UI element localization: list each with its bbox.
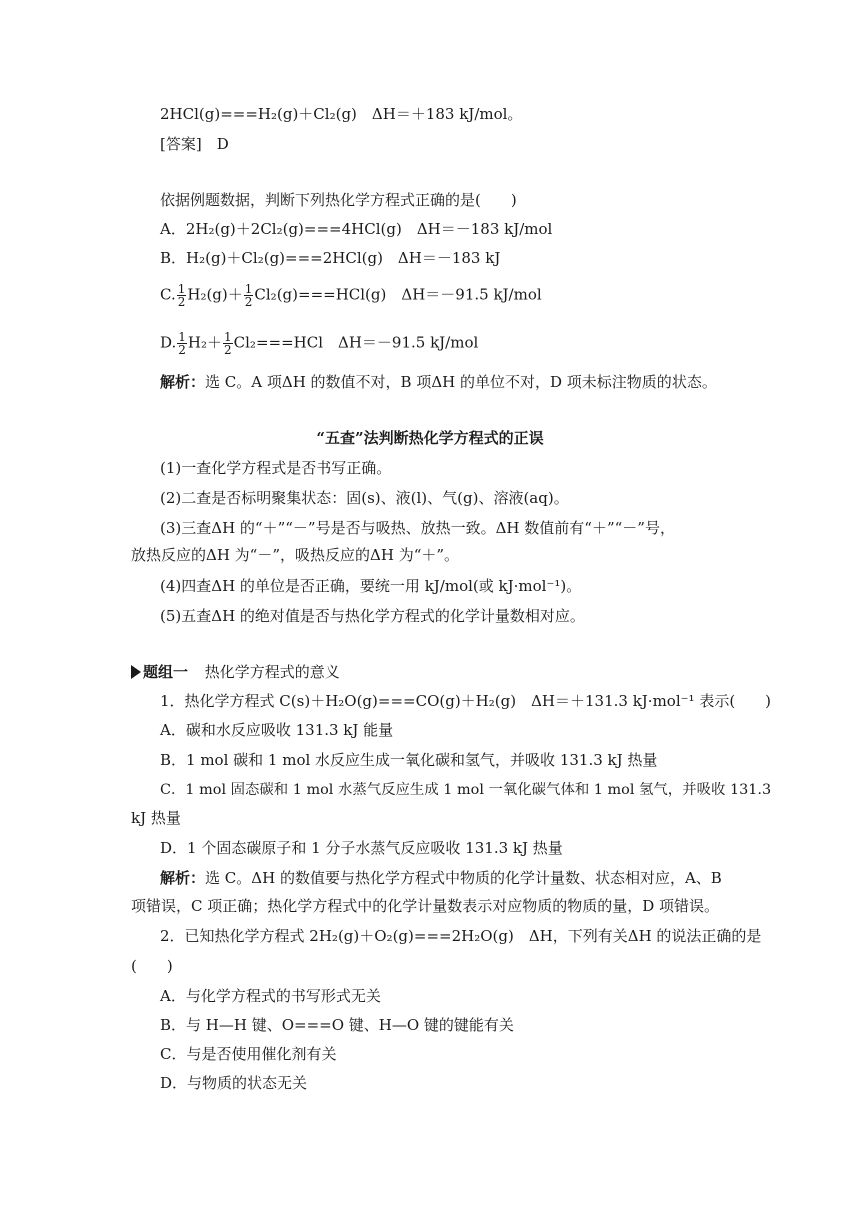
option-a: A．2H₂(g)＋2Cl₂(g)===4HCl(g) ΔH＝－183 kJ/mol bbox=[160, 220, 553, 238]
fraction-half bbox=[244, 283, 254, 308]
option-d bbox=[160, 331, 478, 356]
fraction-numerator: 1 bbox=[224, 330, 232, 344]
five-item-3-cont: 放热反应的ΔH 为“－”，吸热反应的ΔH 为“＋”。 bbox=[131, 546, 460, 564]
q1-option-c: C．1 mol 固态碳和 1 mol 水蒸气反应生成 1 mol 一氧化碳气体和 1 mol 氢气，并吸收 131.3 bbox=[160, 782, 772, 798]
five-item-3: (3)三查ΔH 的“＋”“－”号是否与吸热、放热一致。ΔH 数值前有“＋”“－”号， bbox=[160, 519, 675, 537]
q2-option-b: B．与 H—H 键、O===O 键、H—O 键的键能有关 bbox=[160, 1016, 514, 1034]
option-b: B．H₂(g)＋Cl₂(g)===2HCl(g) ΔH＝－183 kJ bbox=[160, 249, 501, 267]
analysis-label: 解析： bbox=[160, 373, 206, 391]
group-label: 题组一 bbox=[143, 663, 189, 681]
fraction-half bbox=[177, 283, 187, 308]
q1-option-a: A．碳和水反应吸收 131.3 kJ 能量 bbox=[160, 721, 394, 739]
q1-option-c-cont: kJ 热量 bbox=[131, 809, 181, 827]
option-d-mid: H₂＋ bbox=[187, 333, 223, 352]
q2-option-a: A．与化学方程式的书写形式无关 bbox=[160, 987, 381, 1005]
q1-analysis bbox=[160, 868, 722, 888]
five-item-5: (5)五查ΔH 的绝对值是否与热化学方程式的化学计量数相对应。 bbox=[160, 607, 585, 625]
fraction-denominator: 2 bbox=[224, 343, 232, 357]
option-d-prefix: D. bbox=[160, 333, 177, 352]
analysis-line bbox=[160, 372, 717, 392]
fraction-half bbox=[177, 331, 187, 356]
analysis-text: 选 C。ΔH 的数值要与热化学方程式中物质的化学计量数、状态相对应，A、B bbox=[205, 869, 722, 887]
q2-option-d: D．与物质的状态无关 bbox=[160, 1074, 308, 1092]
question-prompt: 依据例题数据，判断下列热化学方程式正确的是( ) bbox=[160, 191, 517, 209]
option-c-prefix: C. bbox=[160, 285, 176, 304]
group-heading bbox=[131, 662, 340, 682]
q2-option-c: C．与是否使用催化剂有关 bbox=[160, 1045, 337, 1063]
fraction-denominator: 2 bbox=[177, 295, 186, 309]
five-item-2: (2)二查是否标明聚集状态：固(s)、液(l)、气(g)、溶液(aq)。 bbox=[160, 489, 569, 507]
analysis-text: 选 C。A 项ΔH 的数值不对，B 项ΔH 的单位不对，D 项未标注物质的状态。 bbox=[205, 373, 717, 391]
q1-option-b: B．1 mol 碳和 1 mol 水反应生成一氧化碳和氢气，并吸收 131.3 kJ 热量 bbox=[160, 751, 658, 769]
answer-line: [答案] D bbox=[160, 135, 229, 153]
fraction-denominator: 2 bbox=[244, 295, 253, 309]
fraction-numerator: 1 bbox=[178, 330, 186, 344]
section-title: “五查”法判断热化学方程式的正误 bbox=[316, 429, 544, 447]
q2-stem-cont: ( ) bbox=[131, 957, 173, 975]
option-c-mid: H₂(g)＋ bbox=[187, 285, 243, 304]
analysis-label: 解析： bbox=[160, 869, 206, 887]
q1-option-d: D．1 个固态碳原子和 1 分子水蒸气反应吸收 131.3 kJ 热量 bbox=[160, 839, 563, 857]
fraction-half bbox=[223, 331, 233, 356]
q1-stem: 1．热化学方程式 C(s)＋H₂O(g)===CO(g)＋H₂(g) ΔH＝＋131.3 kJ·mol⁻¹ 表示( ) bbox=[160, 692, 772, 710]
five-item-4: (4)四查ΔH 的单位是否正确，要统一用 kJ/mol(或 kJ·mol⁻¹)。 bbox=[160, 577, 582, 595]
option-c-rest: Cl₂(g)===HCl(g) ΔH＝－91.5 kJ/mol bbox=[254, 285, 542, 304]
option-d-rest: Cl₂===HCl ΔH＝－91.5 kJ/mol bbox=[233, 333, 479, 352]
fraction-numerator: 1 bbox=[244, 282, 253, 296]
five-item-1: (1)一查化学方程式是否书写正确。 bbox=[160, 459, 392, 477]
fraction-denominator: 2 bbox=[178, 343, 186, 357]
option-c bbox=[160, 283, 542, 308]
q2-stem: 2．已知热化学方程式 2H₂(g)＋O₂(g)===2H₂O(g) ΔH，下列有关ΔH 的说法正确的是 bbox=[160, 927, 762, 945]
q1-analysis-cont: 项错误，C 项正确；热化学方程式中的化学计量数表示对应物质的物质的量，D 项错误。 bbox=[131, 897, 720, 915]
group-title: 热化学方程式的意义 bbox=[204, 663, 340, 681]
play-triangle-icon bbox=[131, 665, 141, 679]
fraction-numerator: 1 bbox=[177, 282, 186, 296]
equation-line: 2HCl(g)===H₂(g)＋Cl₂(g) ΔH＝＋183 kJ/mol。 bbox=[160, 105, 523, 123]
